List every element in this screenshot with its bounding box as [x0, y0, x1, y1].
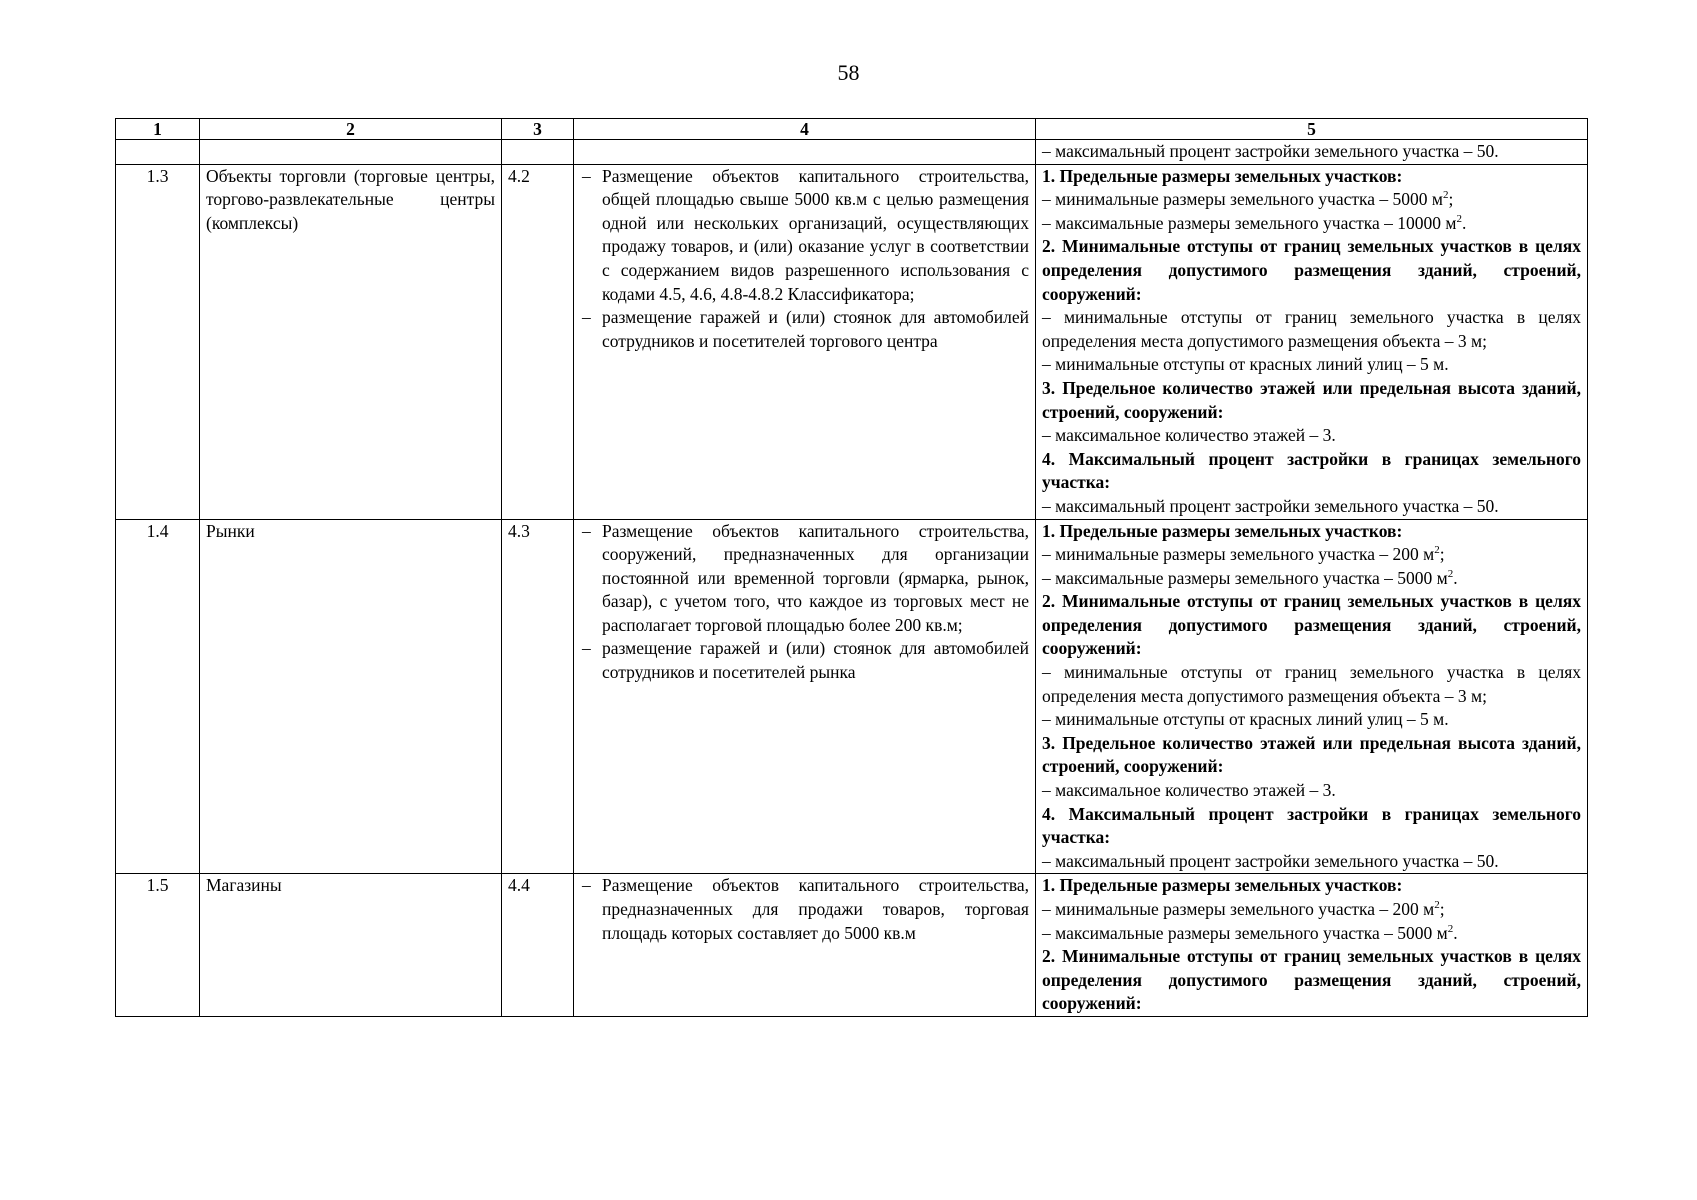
use-item: – Размещение объектов капитального строительства, сооружений, предназначенных для организации постоянной или временной торговли (ярмарка, рынок, базар), с учетом того, что каждое из торговых мест не располагает торговой площадью более 200 кв.м;	[580, 520, 1029, 638]
param-indent: – минимальные отступы от красных линий улиц – 5 м.	[1042, 354, 1449, 375]
param-percent: – максимальный процент застройки земельного участка – 50.	[1042, 141, 1499, 161]
row-number: 1.5	[116, 874, 200, 1017]
row-number: 1.4	[116, 519, 200, 874]
use-name: Магазины	[200, 874, 502, 1017]
param-heading: 2. Минимальные отступы от границ земельных участков в целях определения допустимого размещения зданий, строений, сооружений:	[1042, 591, 1581, 659]
table-row	[116, 519, 1588, 874]
continuation-row	[116, 140, 1588, 165]
header-col-2: 2	[200, 119, 502, 140]
header-col-1: 1	[116, 119, 200, 140]
param-heading: 4. Максимальный процент застройки в границах земельного участка:	[1042, 448, 1581, 493]
param-indent: – минимальные отступы от красных линий улиц – 5 м.	[1042, 709, 1449, 730]
param-indent: – минимальные отступы от границ земельного участка в целях определения места допустимого размещения объекта – 3 м;	[1042, 307, 1581, 351]
param-indent: – минимальные отступы от границ земельного участка в целях определения места допустимого размещения объекта – 3 м;	[1042, 662, 1581, 706]
param-heading: 2. Минимальные отступы от границ земельных участков в целях определения допустимого размещения зданий, строений, сооружений:	[1042, 236, 1581, 304]
param-heading: 1. Предельные размеры земельных участков:	[1042, 875, 1403, 896]
use-name: Рынки	[200, 519, 502, 874]
header-col-4: 4	[574, 119, 1036, 140]
use-code: 4.2	[502, 164, 574, 519]
param-min-size: – минимальные размеры земельного участка – 200 $м^2$;	[1042, 544, 1445, 565]
param-heading: 3. Предельное количество этажей или предельная высота зданий, строений, сооружений:	[1042, 732, 1581, 777]
param-max-size: – максимальные размеры земельного участка – 5000 $м^2$.	[1042, 567, 1458, 588]
use-name: Объекты торговли (торговые центры, торгово-развлекательные центры (комплексы)	[200, 164, 502, 519]
use-code: 4.4	[502, 874, 574, 1017]
use-item: – Размещение объектов капитального строительства, общей площадью свыше 5000 кв.м с целью размещения одной или нескольких организаций, осуществляющих продажу товаров, и (или) оказание услуг в соответствии с содержанием видов разрешенного использования с кодами 4.5, 4.6, 4.8-4.8.2 Классификатора;	[580, 165, 1029, 307]
row-number: 1.3	[116, 164, 200, 519]
param-heading: 3. Предельное количество этажей или предельная высота зданий, строений, сооружений:	[1042, 377, 1581, 422]
use-description	[574, 874, 1036, 1017]
param-heading: 4. Максимальный процент застройки в границах земельного участка:	[1042, 803, 1581, 848]
header-col-3: 3	[502, 119, 574, 140]
param-heading: 2. Минимальные отступы от границ земельных участков в целях определения допустимого размещения зданий, строений, сооружений:	[1042, 946, 1581, 1014]
use-item: – размещение гаражей и (или) стоянок для автомобилей сотрудников и посетителей торгового центра	[580, 306, 1029, 353]
param-max-size: – максимальные размеры земельного участка – 10000 $м^2$.	[1042, 212, 1467, 233]
param-heading: 1. Предельные размеры земельных участков:	[1042, 165, 1403, 186]
param-heading: 1. Предельные размеры земельных участков:	[1042, 520, 1403, 541]
param-percent: – максимальный процент застройки земельного участка – 50.	[1042, 850, 1499, 871]
param-max-size: – максимальные размеры земельного участка – 5000 $м^2$.	[1042, 922, 1458, 943]
continuation-params	[1036, 140, 1588, 165]
limit-params	[1036, 874, 1588, 1017]
header-row	[116, 119, 1588, 140]
use-code: 4.3	[502, 519, 574, 874]
limit-params	[1036, 164, 1588, 519]
param-min-size: – минимальные размеры земельного участка – 5000 $м^2$;	[1042, 189, 1454, 210]
zoning-table	[115, 118, 1588, 1017]
param-min-size: – минимальные размеры земельного участка – 200 $м^2$;	[1042, 899, 1445, 919]
table-row	[116, 164, 1588, 519]
page-number: 58	[837, 60, 860, 85]
use-item: – размещение гаражей и (или) стоянок для автомобилей сотрудников и посетителей рынка	[580, 637, 1029, 684]
table-row	[116, 874, 1588, 1017]
use-item: – Размещение объектов капитального строительства, предназначенных для продажи товаров, торговая площадь которых составляет до 5000 кв.м	[580, 874, 1029, 945]
header-col-5: 5	[1036, 119, 1588, 140]
use-description	[574, 164, 1036, 519]
limit-params	[1036, 519, 1588, 874]
param-percent: – максимальный процент застройки земельного участка – 50.	[1042, 495, 1499, 516]
param-floors: – максимальное количество этажей – 3.	[1042, 780, 1336, 801]
use-description	[574, 519, 1036, 874]
param-floors: – максимальное количество этажей – 3.	[1042, 425, 1336, 446]
